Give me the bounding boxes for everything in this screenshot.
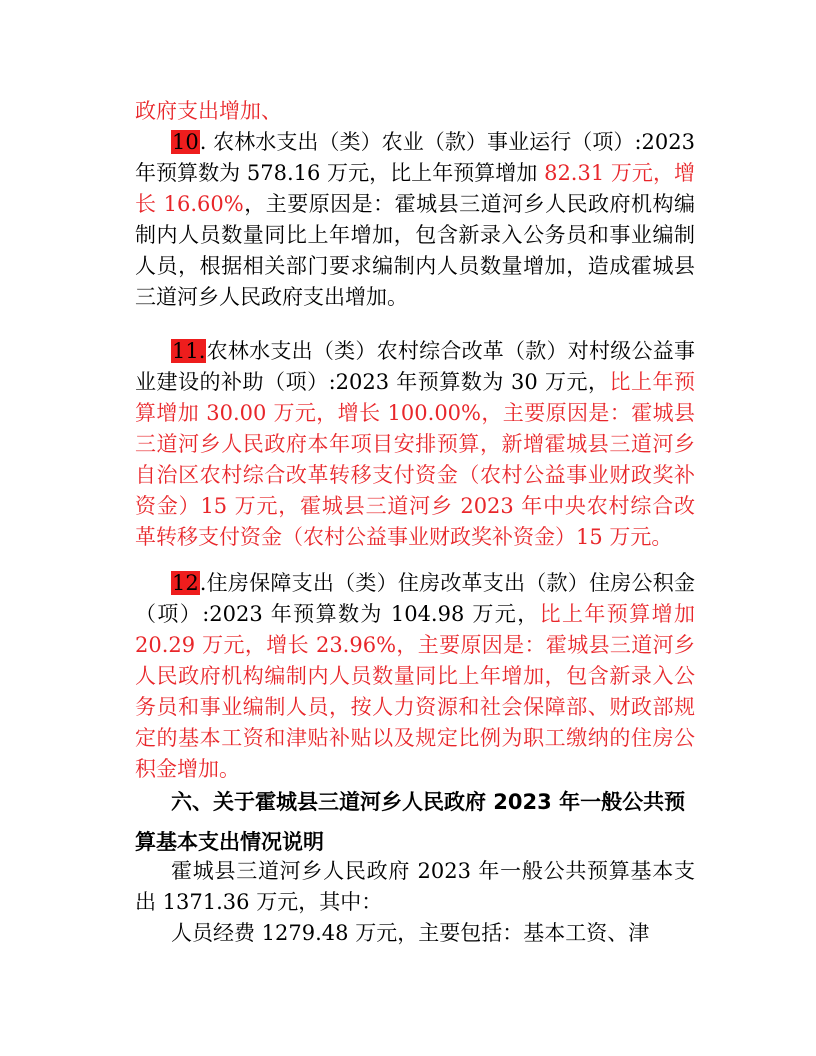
item-number-highlight: 12 [172, 571, 199, 595]
item-12-change-reason: 比上年预算增加 20.29 万元，增长 23.96%，主要原因是：霍城县三道河乡人民政府机构编制内人员数量同比上年增加，包含新录入公务员和事业编制人员，按人力资源和社会保障部、财政部规定的基本工资和津贴补贴以及规定比例为职工缴纳的住房公积金增加。 [135, 602, 695, 781]
item-number-highlight: 11. [172, 339, 206, 363]
paragraph-item-11 [135, 336, 695, 553]
item-number-highlight: 10 [172, 130, 199, 154]
paragraph-continuation: 政府支出增加、 [135, 99, 282, 123]
paragraph-basic-expenditure: 霍城县三道河乡人民政府 2023 年一般公共预算基本支出 1371.36 万元，其中： [135, 859, 695, 914]
item-10-text: . 农林水支出（类）农业（款）事业运行（项）:2023 年预算数为 578.16 万元，比上年预算增加 [135, 130, 695, 185]
item-11-text: 农林水支出（类）农村综合改革（款）对村级公益事业建设的补助（项）:2023 年预算数为 30 万元， [135, 339, 695, 394]
item-12-text: .住房保障支出（类）住房改革支出（款）住房公积金（项）:2023 年预算数为 104.98 万元， [135, 571, 695, 626]
item-10-reason: ，主要原因是：霍城县三道河乡人民政府机构编制内人员数量同比上年增加，包含新录入公务员和事业编制人员，根据相关部门要求编制内人员数量增加，造成霍城县三道河乡人民政府支出增加。 [135, 192, 696, 309]
paragraph-item-10 [135, 127, 695, 313]
paragraph-item-12 [135, 568, 695, 785]
paragraph-personnel-expenses: 人员经费 1279.48 万元，主要包括：基本工资、津 [171, 921, 650, 945]
section-heading: 六、关于霍城县三道河乡人民政府 2023 年一般公共预算基本支出情况说明 [135, 790, 686, 854]
item-11-change-reason: 比上年预算增加 30.00 万元，增长 100.00%，主要原因是：霍城县三道河乡人民政府本年项目安排预算，新增霍城县三道河乡自治区农村综合改革转移支付资金（农村公益事业财政奖补资金）15 万元，霍城县三道河乡 2023 年中央农村综合改革转移支付资金（农村公益事业财政奖补资金）15 万元。 [135, 370, 695, 549]
item-10-change: 82.31 万元，增长 16.60% [135, 161, 695, 216]
